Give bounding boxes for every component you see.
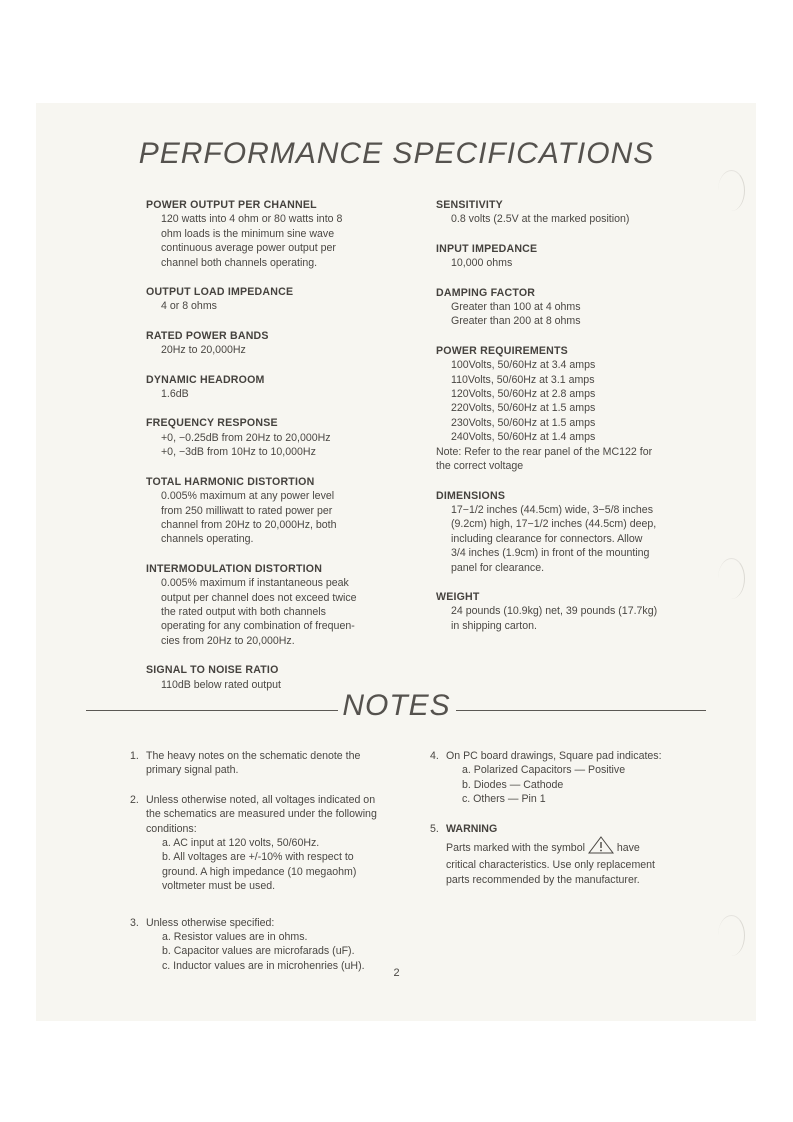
spec-total-harmonic-distortion [146,475,386,547]
spec-input-impedance [436,242,716,271]
notes-left-column [130,749,410,988]
spec-body: 4 or 8 ohms [161,300,217,313]
note-item [430,749,710,807]
spec-body: 20Hz to 20,000Hz [161,344,246,357]
note-text: The heavy notes on the schematic denote the primary signal path. [146,750,361,777]
notes-title [0,689,793,723]
spec-body: 0.005% maximum at any power level from 250 milliwatt to rated power per channel from 20Hz to 20,000Hz, both channels operating. [161,490,337,546]
note-number: 1. [130,750,139,762]
spec-heading: POWER OUTPUT PER CHANNEL [146,199,317,211]
note-number: 2. [130,793,139,806]
spec-body: 120 watts into 4 ohm or 80 watts into 8 ohm loads is the minimum sine wave continuous average power output per channel both channels operating. [161,213,343,269]
spec-body: 17−1/2 inches (44.5cm) wide, 3−5/8 inches (9.2cm) high, 17−1/2 inches (44.5cm) deep, including clearance for connectors. Allow 3/4 inches (1.9cm) in front of the mounting panel for clearance. [451,503,657,574]
specs-left-column [146,198,386,707]
page-title: PERFORMANCE SPECIFICATIONS [138,137,655,170]
notes-right-column [430,749,710,902]
spec-heading: DAMPING FACTOR [436,286,536,299]
note-number: 3. [130,916,139,929]
notes-title-text: NOTES [338,689,454,722]
spec-frequency-response [146,416,386,459]
warning-heading: WARNING [446,822,498,835]
note-subitem: a. AC input at 120 volts, 50/60Hz. [162,837,320,850]
note-text: On PC board drawings, Square pad indicates: [446,750,662,762]
page-number: 2 [393,967,400,979]
note-text: Unless otherwise noted, all voltages indicated on the schematics are measured under the following conditions: [146,793,377,835]
spec-heading: SENSITIVITY [436,199,503,211]
note-subitem: c. Inductor values are in microhenries (uH). [162,959,365,972]
note-text: Unless otherwise specified: [146,916,275,929]
warning-triangle-icon [588,836,614,858]
spec-heading: RATED POWER BANDS [146,329,269,342]
spec-heading: TOTAL HARMONIC DISTORTION [146,475,315,488]
spec-heading: INPUT IMPEDANCE [436,242,538,255]
spec-power-requirements [436,344,716,474]
spec-body: 100Volts, 50/60Hz at 3.4 amps 110Volts, 50/60Hz at 3.1 amps 120Volts, 50/60Hz at 2.8 amps 220Volts, 50/60Hz at 1.5 amps 230Volts, 50/60Hz at 1.5 amps 240Volts, 50/60Hz at 1.4 amps [451,359,596,444]
spec-heading: WEIGHT [436,590,480,603]
spec-body: Greater than 100 at 4 ohms Greater than 200 at 8 ohms [451,301,581,328]
spec-body: +0, −0.25dB from 20Hz to 20,000Hz +0, −3dB from 10Hz to 10,000Hz [161,431,331,459]
note-subitem: a. Polarized Capacitors — Positive [462,764,626,777]
note-subitem: b. Diodes — Cathode [462,778,564,791]
note-item [130,916,410,974]
note-subitem: c. Others — Pin 1 [462,793,546,806]
note-number: 5. [430,822,439,835]
note-subitem: b. All voltages are +/-10% with respect to ground. A high impedance (10 megaohm) voltmeter must be used. [162,851,357,893]
spec-note: Note: Refer to the rear panel of the MC122 for the correct voltage [436,445,653,473]
note-text: Parts marked with the symbol [446,842,588,855]
spec-heading: DYNAMIC HEADROOM [146,373,265,386]
note-subitem: a. Resistor values are in ohms. [162,931,308,944]
note-number: 4. [430,750,439,762]
note-subitem: b. Capacitor values are microfarads (uF). [162,945,355,958]
spec-signal-to-noise [146,663,386,692]
note-item [130,793,410,894]
specs-right-column [436,198,716,648]
spec-heading: FREQUENCY RESPONSE [146,417,278,430]
spec-dynamic-headroom [146,373,386,402]
note-item [130,749,410,778]
spec-body: 10,000 ohms [451,257,513,270]
spec-body: 24 pounds (10.9kg) net, 39 pounds (17.7kg) in shipping carton. [451,605,658,632]
spec-intermodulation-distortion [146,562,386,648]
punch-hole [718,558,745,599]
spec-body: 110dB below rated output [161,678,281,691]
spec-heading: OUTPUT LOAD IMPEDANCE [146,286,294,299]
note-text: have [613,842,640,855]
spec-heading: DIMENSIONS [436,489,506,502]
spec-sensitivity [436,198,716,227]
spec-dimensions [436,489,716,575]
spec-heading: POWER REQUIREMENTS [436,344,568,357]
spec-rated-power-bands [146,329,386,358]
note-item [430,822,710,888]
spec-heading: INTERMODULATION DISTORTION [146,562,323,575]
spec-heading: SIGNAL TO NOISE RATIO [146,664,279,677]
punch-hole [718,170,745,211]
spec-power-output [146,198,386,270]
spec-output-load-impedance [146,285,386,314]
note-text: critical characteristics. Use only replacement parts recommended by the manufacturer. [446,859,656,886]
spec-body: 0.005% maximum if instantaneous peak output per channel does not exceed twice the rated output with both channels operating for any combination of frequen- cies from 20Hz to 20,000Hz. [161,577,357,647]
spec-weight [436,590,716,633]
spec-body: 1.6dB [161,388,189,401]
punch-hole [718,915,745,956]
spec-body: 0.8 volts (2.5V at the marked position) [451,213,630,226]
spec-damping-factor [436,286,716,329]
